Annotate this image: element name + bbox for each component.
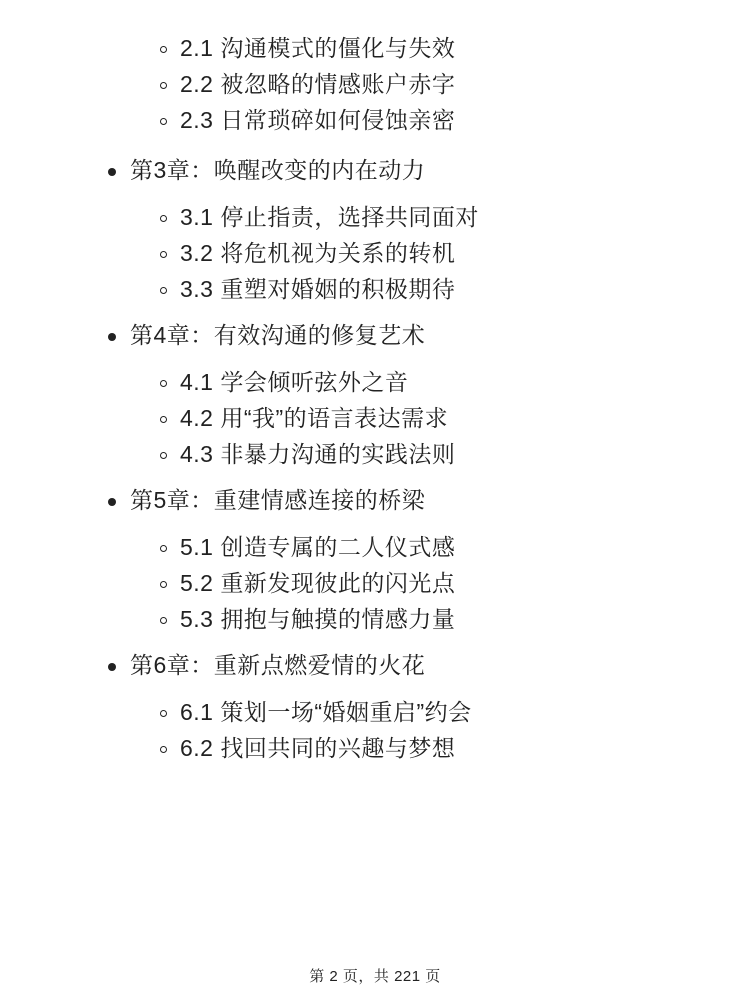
hollow-bullet-icon [160,380,167,387]
toc-section-item[interactable] [60,34,690,63]
toc-section-item[interactable] [60,734,690,763]
hollow-bullet-icon [160,545,167,552]
hollow-bullet-icon [160,416,167,423]
toc-section-item[interactable] [60,569,690,598]
toc-section-label: 2.1 沟通模式的僵化与失效 [180,35,456,61]
toc-section-item[interactable] [60,440,690,469]
hollow-bullet-icon [160,452,167,459]
toc-chapter-label: 第6章：重新点燃爱情的火花 [130,652,426,679]
page-footer: 第 2 页，共 221 页 [309,968,441,985]
toc-chapter-item[interactable] [60,321,690,350]
toc-chapter-label: 第5章：重建情感连接的桥梁 [130,487,426,514]
toc-group-continued [60,34,690,134]
toc-chapter-block [60,486,690,633]
toc-section-item[interactable] [60,239,690,268]
hollow-bullet-icon [160,118,167,125]
table-of-contents [60,34,690,763]
toc-section-label: 4.1 学会倾听弦外之音 [180,369,409,395]
toc-chapter-label: 第4章：有效沟通的修复艺术 [130,322,426,349]
hollow-bullet-icon [160,710,167,717]
hollow-bullet-icon [160,215,167,222]
toc-section-item[interactable] [60,106,690,135]
toc-chapter-label: 第3章：唤醒改变的内在动力 [130,157,426,184]
filled-bullet-icon [108,168,116,176]
hollow-bullet-icon [160,581,167,588]
toc-section-label: 5.3 拥抱与触摸的情感力量 [180,605,456,632]
filled-bullet-icon [108,663,116,671]
toc-section-item[interactable] [60,368,690,397]
toc-chapter-block [60,321,690,468]
toc-section-item[interactable] [60,698,690,727]
hollow-bullet-icon [160,46,167,53]
hollow-bullet-icon [160,82,167,89]
toc-section-item[interactable] [60,275,690,304]
toc-section-label: 3.1 停止指责，选择共同面对 [180,204,479,230]
toc-chapter-item[interactable] [60,156,690,185]
hollow-bullet-icon [160,617,167,624]
toc-section-item[interactable] [60,533,690,562]
toc-section-label: 5.2 重新发现彼此的闪光点 [180,569,456,596]
toc-section-item[interactable] [60,70,690,99]
toc-section-label: 3.3 重塑对婚姻的积极期待 [180,275,456,302]
toc-section-label: 6.2 找回共同的兴趣与梦想 [180,734,456,761]
toc-section-label: 2.2 被忽略的情感账户赤字 [180,70,456,97]
toc-section-label: 6.1 策划一场“婚姻重启”约会 [180,699,472,725]
hollow-bullet-icon [160,251,167,258]
filled-bullet-icon [108,498,116,506]
hollow-bullet-icon [160,746,167,753]
toc-chapter-item[interactable] [60,651,690,680]
toc-section-item[interactable] [60,203,690,232]
filled-bullet-icon [108,333,116,341]
toc-section-label: 4.2 用“我”的语言表达需求 [180,404,449,431]
toc-section-label: 5.1 创造专属的二人仪式感 [180,534,456,560]
toc-chapter-block [60,651,690,762]
toc-section-label: 3.2 将危机视为关系的转机 [180,239,456,266]
toc-section-label: 2.3 日常琐碎如何侵蚀亲密 [180,106,456,133]
hollow-bullet-icon [160,287,167,294]
toc-chapter-item[interactable] [60,486,690,515]
toc-section-item[interactable] [60,404,690,433]
toc-section-item[interactable] [60,605,690,634]
toc-chapter-block [60,156,690,303]
toc-section-label: 4.3 非暴力沟通的实践法则 [180,440,456,467]
